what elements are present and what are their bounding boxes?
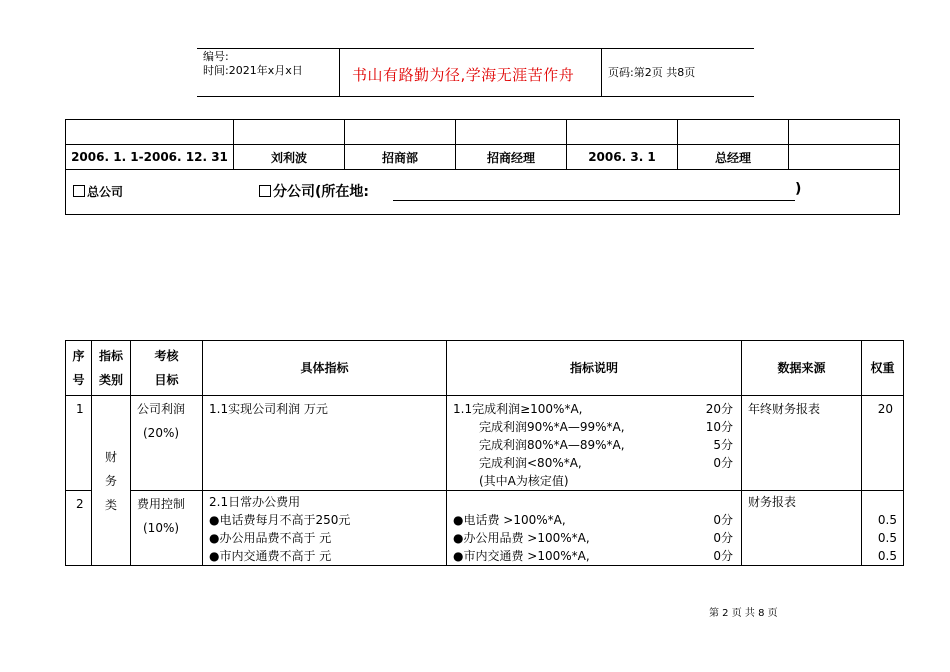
branch-close-paren: ) bbox=[795, 181, 802, 197]
page-footer: 第 2 页 共 8 页 bbox=[709, 608, 778, 619]
kpi-indicator: 1.1实现公司利润 万元 bbox=[203, 396, 447, 491]
info-position: 招商经理 bbox=[456, 145, 567, 170]
kpi-source: 财务报表 bbox=[742, 491, 862, 566]
info-period: 2006. 1. 1-2006. 12. 31 bbox=[66, 145, 234, 170]
header-divider-left bbox=[339, 48, 340, 97]
info-location-row bbox=[66, 170, 900, 215]
kpi-header-row bbox=[66, 341, 904, 396]
employee-info-table bbox=[65, 119, 900, 215]
kpi-target: 公司利润 (20%) bbox=[131, 396, 203, 491]
col-description-header: 指标说明 bbox=[447, 341, 742, 396]
kpi-weight: 0.5 0.5 0.5 bbox=[862, 491, 904, 566]
branch-checkbox[interactable] bbox=[259, 185, 271, 197]
branch-label: 分公司(所在地: bbox=[273, 184, 369, 200]
info-date: 2006. 3. 1 bbox=[567, 145, 678, 170]
kpi-description: ●电话费 >100%*A, 0分 ●办公用品费 >100%*A, 0分 ●市内交通费 >100%*A, 0分 bbox=[447, 491, 742, 566]
info-blank-row bbox=[66, 120, 900, 145]
col-category-header: 指标类别 bbox=[92, 341, 131, 396]
kpi-source: 年终财务报表 bbox=[742, 396, 862, 491]
branch-location-underline bbox=[393, 200, 795, 201]
header-top-rule bbox=[197, 48, 754, 49]
header-divider-right bbox=[601, 48, 602, 97]
header-bottom-rule bbox=[197, 96, 754, 97]
header-page-label: 页码:第2页 共8页 bbox=[608, 66, 696, 79]
kpi-target: 费用控制 (10%) bbox=[131, 491, 203, 566]
header-motto: 书山有路勤为径,学海无涯苦作舟 bbox=[352, 66, 575, 84]
col-seq-header: 序号 bbox=[66, 341, 92, 396]
branch-option[interactable] bbox=[259, 181, 369, 201]
kpi-seq: 2 bbox=[66, 491, 92, 566]
kpi-row bbox=[66, 491, 904, 566]
kpi-seq: 1 bbox=[66, 396, 92, 491]
col-source-header: 数据来源 bbox=[742, 341, 862, 396]
kpi-description: 1.1完成利润≥100%*A, 20分 完成利润90%*A—99%*A, 10分 完成利润80%*A—89%*A, 5分 完成利润<80%*A, 0分 (其中A为核定值) bbox=[447, 396, 742, 491]
header-time-label: 时间:2021年x月x日 bbox=[203, 64, 303, 77]
kpi-indicator: 2.1日常办公费用 ●电话费每月不高于250元 ●办公用品费不高于 元 ●市内交通费不高于 元 bbox=[203, 491, 447, 566]
hq-checkbox[interactable] bbox=[73, 185, 85, 197]
info-reviewer: 总经理 bbox=[678, 145, 789, 170]
kpi-weight: 20 bbox=[862, 396, 904, 491]
info-dept: 招商部 bbox=[345, 145, 456, 170]
kpi-table bbox=[65, 340, 904, 566]
col-indicator-header: 具体指标 bbox=[203, 341, 447, 396]
hq-option[interactable] bbox=[73, 183, 123, 200]
col-weight-header: 权重 bbox=[862, 341, 904, 396]
kpi-row bbox=[66, 396, 904, 491]
info-values-row bbox=[66, 145, 900, 170]
hq-label: 总公司 bbox=[87, 185, 124, 199]
kpi-category: 财 务 类 bbox=[92, 396, 131, 566]
col-target-header: 考核 目标 bbox=[131, 341, 203, 396]
header-number-label: 编号: bbox=[203, 50, 229, 63]
info-name: 刘利波 bbox=[234, 145, 345, 170]
